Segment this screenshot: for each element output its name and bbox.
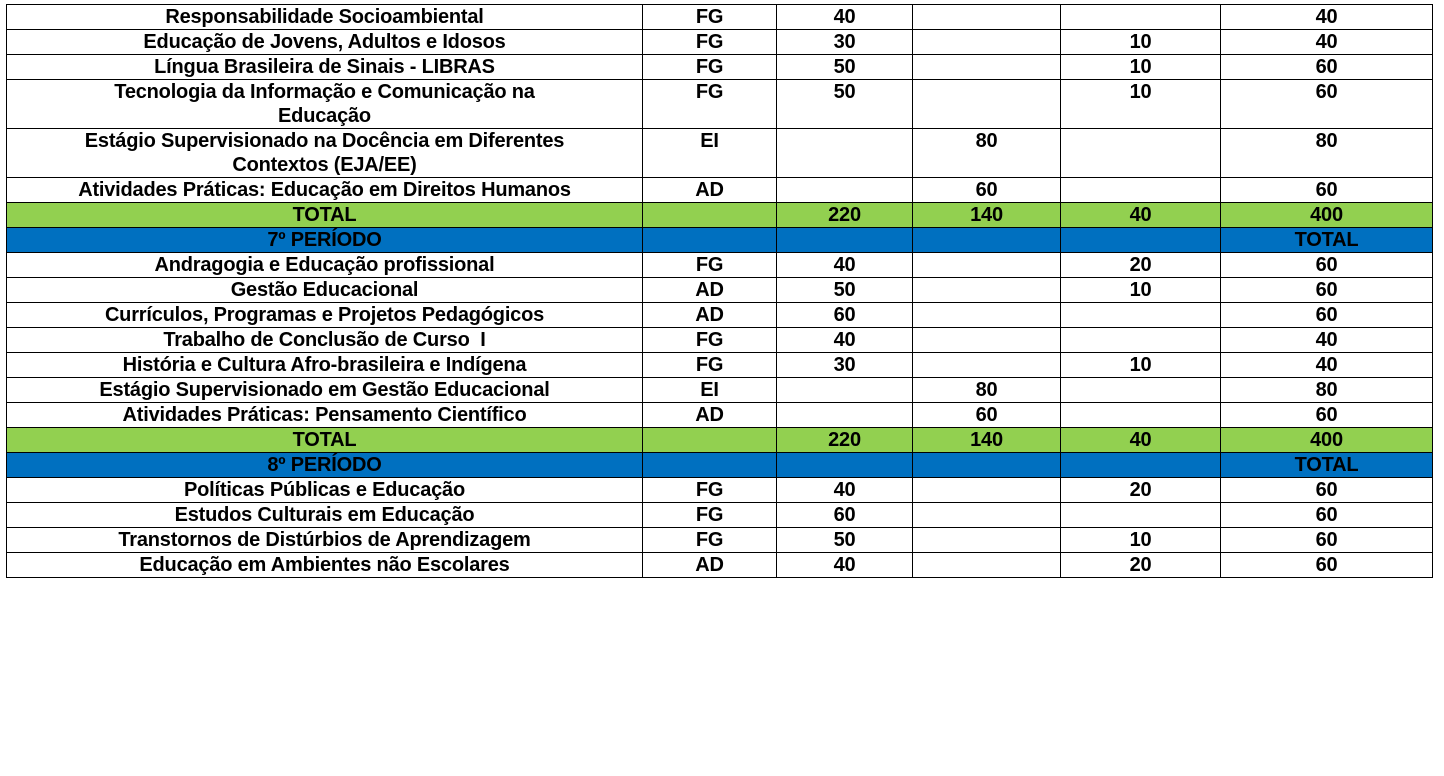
hours-col-3 <box>1061 378 1221 403</box>
hours-col-2 <box>913 30 1061 55</box>
total-row <box>7 203 1433 228</box>
hours-total: 60 <box>1221 178 1433 203</box>
hours-col-1: 50 <box>777 55 913 80</box>
table-row <box>7 328 1433 353</box>
table-row <box>7 55 1433 80</box>
hours-col-1: 30 <box>777 353 913 378</box>
hours-col-1: 40 <box>777 328 913 353</box>
subject-type: FG <box>643 478 777 503</box>
period-header-row <box>7 228 1433 253</box>
hours-col-3: 10 <box>1061 528 1221 553</box>
hours-col-3: 20 <box>1061 253 1221 278</box>
period-empty-cell <box>913 228 1061 253</box>
hours-col-1: 40 <box>777 553 913 578</box>
period-total-label: TOTAL <box>1221 228 1433 253</box>
hours-total: 80 <box>1221 129 1433 178</box>
subject-type: FG <box>643 253 777 278</box>
subject-type: AD <box>643 403 777 428</box>
table-row <box>7 5 1433 30</box>
hours-col-1: 60 <box>777 503 913 528</box>
hours-total: 60 <box>1221 528 1433 553</box>
hours-col-2 <box>913 303 1061 328</box>
hours-total: 60 <box>1221 503 1433 528</box>
total-type-empty <box>643 428 777 453</box>
hours-total: 40 <box>1221 5 1433 30</box>
subject-type: AD <box>643 553 777 578</box>
period-empty-cell <box>913 453 1061 478</box>
subject-type: AD <box>643 303 777 328</box>
hours-col-2 <box>913 278 1061 303</box>
hours-col-3: 10 <box>1061 55 1221 80</box>
hours-col-3: 20 <box>1061 553 1221 578</box>
period-total-label: TOTAL <box>1221 453 1433 478</box>
table-row <box>7 503 1433 528</box>
table-row <box>7 478 1433 503</box>
table-row <box>7 30 1433 55</box>
hours-total: 60 <box>1221 478 1433 503</box>
hours-col-3 <box>1061 129 1221 178</box>
hours-col-3: 10 <box>1061 278 1221 303</box>
hours-col-1: 50 <box>777 278 913 303</box>
subject-type: FG <box>643 5 777 30</box>
period-empty-cell <box>1061 453 1221 478</box>
hours-col-2: 60 <box>913 178 1061 203</box>
table-row <box>7 378 1433 403</box>
table-row <box>7 178 1433 203</box>
subject-name: Língua Brasileira de Sinais - LIBRAS <box>7 55 643 80</box>
hours-col-3: 10 <box>1061 80 1221 129</box>
hours-col-2 <box>913 553 1061 578</box>
curriculum-table-body <box>7 5 1433 578</box>
period-empty-cell <box>643 453 777 478</box>
subject-type: FG <box>643 528 777 553</box>
hours-col-2 <box>913 353 1061 378</box>
subject-name: Currículos, Programas e Projetos Pedagógicos <box>7 303 643 328</box>
hours-col-2 <box>913 478 1061 503</box>
subject-name: Estudos Culturais em Educação <box>7 503 643 528</box>
hours-col-2 <box>913 5 1061 30</box>
table-row <box>7 278 1433 303</box>
hours-total: 60 <box>1221 55 1433 80</box>
hours-col-3: 20 <box>1061 478 1221 503</box>
subject-name: Trabalho de Conclusão de Curso I <box>7 328 643 353</box>
period-empty-cell <box>777 453 913 478</box>
subject-name: Transtornos de Distúrbios de Aprendizagem <box>7 528 643 553</box>
table-row <box>7 553 1433 578</box>
table-row <box>7 353 1433 378</box>
period-empty-cell <box>643 228 777 253</box>
total-sum: 400 <box>1221 203 1433 228</box>
hours-col-3 <box>1061 5 1221 30</box>
subject-name: Tecnologia da Informação e Comunicação na Educação <box>7 80 643 129</box>
subject-name: Políticas Públicas e Educação <box>7 478 643 503</box>
hours-col-1: 50 <box>777 80 913 129</box>
table-row <box>7 528 1433 553</box>
hours-col-3 <box>1061 303 1221 328</box>
hours-total: 40 <box>1221 30 1433 55</box>
subject-type: EI <box>643 378 777 403</box>
hours-total: 40 <box>1221 353 1433 378</box>
hours-col-2: 80 <box>913 378 1061 403</box>
hours-col-2 <box>913 328 1061 353</box>
hours-col-3: 10 <box>1061 30 1221 55</box>
subject-type: FG <box>643 503 777 528</box>
subject-name: Educação em Ambientes não Escolares <box>7 553 643 578</box>
period-empty-cell <box>777 228 913 253</box>
total-col-2: 140 <box>913 203 1061 228</box>
hours-col-1: 50 <box>777 528 913 553</box>
hours-col-1: 40 <box>777 5 913 30</box>
hours-total: 60 <box>1221 403 1433 428</box>
subject-name: Gestão Educacional <box>7 278 643 303</box>
subject-name: História e Cultura Afro-brasileira e Indígena <box>7 353 643 378</box>
subject-name: Estágio Supervisionado na Docência em Diferentes Contextos (EJA/EE) <box>7 129 643 178</box>
hours-total: 60 <box>1221 80 1433 129</box>
hours-total: 80 <box>1221 378 1433 403</box>
total-label: TOTAL <box>7 428 643 453</box>
period-header-row <box>7 453 1433 478</box>
table-row <box>7 303 1433 328</box>
hours-col-2: 80 <box>913 129 1061 178</box>
subject-name: Atividades Práticas: Pensamento Científico <box>7 403 643 428</box>
hours-col-2: 60 <box>913 403 1061 428</box>
total-col-2: 140 <box>913 428 1061 453</box>
table-row <box>7 403 1433 428</box>
subject-type: AD <box>643 178 777 203</box>
hours-total: 60 <box>1221 303 1433 328</box>
subject-type: AD <box>643 278 777 303</box>
subject-name: Educação de Jovens, Adultos e Idosos <box>7 30 643 55</box>
hours-col-2 <box>913 253 1061 278</box>
hours-total: 40 <box>1221 328 1433 353</box>
hours-col-1: 40 <box>777 478 913 503</box>
total-label: TOTAL <box>7 203 643 228</box>
hours-col-2 <box>913 80 1061 129</box>
hours-col-2 <box>913 503 1061 528</box>
period-title: 8º PERÍODO <box>7 453 643 478</box>
total-col-1: 220 <box>777 428 913 453</box>
hours-col-3 <box>1061 178 1221 203</box>
hours-total: 60 <box>1221 278 1433 303</box>
hours-col-1: 60 <box>777 303 913 328</box>
subject-type: FG <box>643 55 777 80</box>
total-col-1: 220 <box>777 203 913 228</box>
hours-col-1 <box>777 178 913 203</box>
hours-col-1 <box>777 129 913 178</box>
hours-col-1: 40 <box>777 253 913 278</box>
subject-type: FG <box>643 30 777 55</box>
hours-col-2 <box>913 55 1061 80</box>
subject-type: FG <box>643 353 777 378</box>
subject-name: Andragogia e Educação profissional <box>7 253 643 278</box>
table-row <box>7 253 1433 278</box>
hours-col-1 <box>777 378 913 403</box>
hours-total: 60 <box>1221 553 1433 578</box>
period-empty-cell <box>1061 228 1221 253</box>
period-title: 7º PERÍODO <box>7 228 643 253</box>
subject-type: FG <box>643 80 777 129</box>
table-row <box>7 80 1433 129</box>
table-row <box>7 129 1433 178</box>
curriculum-table <box>6 4 1433 578</box>
total-col-3: 40 <box>1061 203 1221 228</box>
hours-total: 60 <box>1221 253 1433 278</box>
hours-col-1: 30 <box>777 30 913 55</box>
total-sum: 400 <box>1221 428 1433 453</box>
subject-type: FG <box>643 328 777 353</box>
hours-col-3 <box>1061 503 1221 528</box>
total-col-3: 40 <box>1061 428 1221 453</box>
total-type-empty <box>643 203 777 228</box>
hours-col-3 <box>1061 403 1221 428</box>
hours-col-2 <box>913 528 1061 553</box>
subject-name: Atividades Práticas: Educação em Direitos Humanos <box>7 178 643 203</box>
subject-name: Responsabilidade Socioambiental <box>7 5 643 30</box>
hours-col-3 <box>1061 328 1221 353</box>
hours-col-3: 10 <box>1061 353 1221 378</box>
hours-col-1 <box>777 403 913 428</box>
subject-name: Estágio Supervisionado em Gestão Educacional <box>7 378 643 403</box>
subject-type: EI <box>643 129 777 178</box>
total-row <box>7 428 1433 453</box>
